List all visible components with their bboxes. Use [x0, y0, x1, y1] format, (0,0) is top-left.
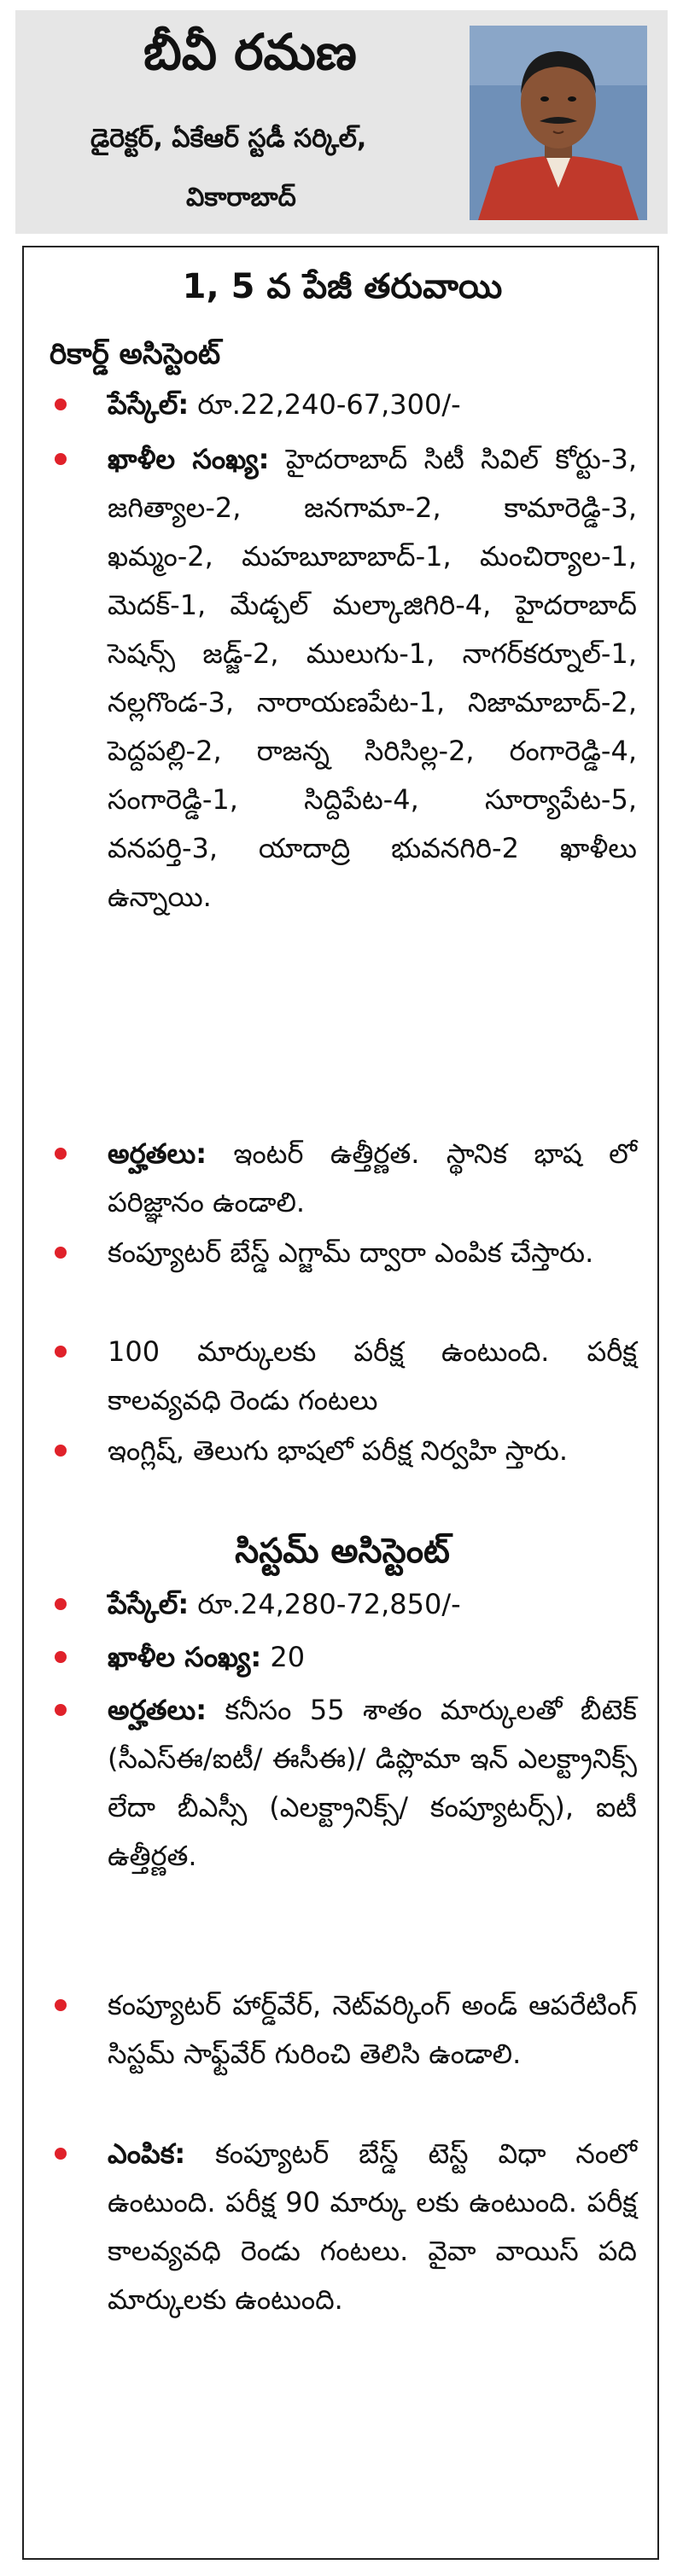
system-eligibility — [108, 1686, 637, 1881]
system-selection — [108, 2130, 637, 2324]
author-place: వికారాబాద్ — [186, 183, 296, 212]
bullet-dot — [55, 1598, 67, 1610]
bullet-dot — [55, 1704, 67, 1716]
bullet-dot — [55, 1999, 67, 2011]
record-assistant-title: రికార్డ్ అసిస్టెంట్ — [50, 337, 221, 371]
bullet-dot — [55, 1148, 67, 1160]
record-pay-scale — [108, 381, 637, 429]
system-selection-label: ఎంపిక: — [108, 2137, 186, 2170]
author-name: బీవీ రమణ — [143, 23, 357, 81]
system-vacancy-label: ఖాళీల సంఖ్య: — [108, 1641, 262, 1673]
system-selection-value: కంప్యూటర్ బేస్డ్ టెస్ట్ విధా నంలో ఉంటుంది. పరీక్ష 90 మార్కు లకు ఉంటుంది. పరీక్ష కాలవ్యవధి రెండు గంటలు. వైవా వాయిస్ పది మార్కులకు ఉంటుంది. — [108, 2137, 637, 2316]
author-portrait-image — [470, 26, 647, 220]
article-box — [22, 246, 659, 2560]
system-knowledge: కంప్యూటర్ హార్డ్‌వేర్, నెట్‌వర్కింగ్ అండ్ ఆపరేటింగ్ సిస్టమ్ సాఫ్ట్‌వేర్ గురించి తెలిసి ఉండాలి. — [108, 1989, 637, 2070]
record-language: ఇంగ్లిష్, తెలుగు భాషలో పరీక్ష నిర్వహి స్తారు. — [108, 1434, 569, 1467]
bullet-dot — [55, 1247, 67, 1259]
record-marks: 100 మార్కులకు పరీక్ష ఉంటుంది. పరీక్ష కాలవ్యవధి రెండు గంటలు — [108, 1335, 637, 1416]
system-assistant-title: సిస్టమ్ అసిస్టెంట్ — [235, 1532, 450, 1571]
bullet-dot — [55, 1445, 67, 1457]
system-pay-label: పేస్కేల్: — [108, 1588, 190, 1620]
record-pay-label: పేస్కేల్: — [108, 388, 190, 421]
system-eligibility-value: కనీసం 55 శాతం మార్కులతో బీటెక్ (సీఎస్ఈ/ఐటీ/ ఈసీఈ)/ డిప్లొమా ఇన్ ఎలక్ట్రానిక్స్ లేదా బీఎస్సీ (ఎలక్ట్రానిక్స్/ కంప్యూటర్స్), ఐటీ ఉత్తీర్ణత. — [108, 1694, 637, 1872]
author-header — [15, 10, 668, 234]
bullet-dot — [55, 2148, 67, 2160]
bullet-dot — [55, 1346, 67, 1358]
bullet-dot — [55, 453, 67, 465]
record-vacancies — [108, 435, 637, 922]
record-eligibility-value: ఇంటర్ ఉత్తీర్ణత. స్థానిక భాష లో పరిజ్ఞానం ఉండాలి. — [108, 1137, 637, 1218]
record-pay-value: రూ.22,240-67,300/- — [189, 388, 461, 421]
record-selection: కంప్యూటర్ బేస్డ్ ఎగ్జామ్ ద్వారా ఎంపిక చేస్తారు. — [108, 1236, 594, 1269]
system-vacancies — [108, 1633, 637, 1682]
continuation-heading: 1, 5 వ పేజీ తరువాయి — [182, 267, 503, 306]
author-role: డైరెక్టర్, ఏకేఆర్ స్టడీ సర్కిల్, — [90, 124, 367, 154]
system-pay-scale — [108, 1580, 637, 1629]
record-vacancy-value: హైదరాబాద్ సిటీ సివిల్ కోర్టు-3, జగిత్యాల-2, జనగామా-2, కామారెడ్డి-3, ఖమ్మం-2, మహబూబాబాద్-1, మంచిర్యాల-1, మెదక్-1, మేడ్చల్ మల్కాజిగిరి-4, హైదరాబాద్ సెషన్స్ జడ్జ్-2, ములుగు-1, నాగర్‌కర్నూల్-1, నల్లగొండ-3, నారాయణపేట-1, నిజామాబాద్-2, పెద్దపల్లి-2, రాజన్న సిరిసిల్ల-2, రంగారెడ్డి-4, సంగారెడ్డి-1, సిద్దిపేట-4, సూర్యాపేట-5, వనపర్తి-3, యాదాద్రి భువనగిరి-2 ఖాళీలు ఉన్నాయి. — [108, 443, 637, 913]
record-vacancy-label: ఖాళీల సంఖ్య: — [108, 443, 270, 475]
bullet-dot — [55, 398, 67, 410]
record-eligibility-label: అర్హతలు: — [108, 1137, 207, 1170]
system-eligibility-label: అర్హతలు: — [108, 1694, 207, 1726]
system-pay-value: రూ.24,280-72,850/- — [189, 1588, 461, 1620]
author-photo — [470, 26, 647, 220]
bullet-dot — [55, 1651, 67, 1663]
record-eligibility — [108, 1130, 637, 1227]
system-vacancy-value: 20 — [261, 1641, 306, 1673]
